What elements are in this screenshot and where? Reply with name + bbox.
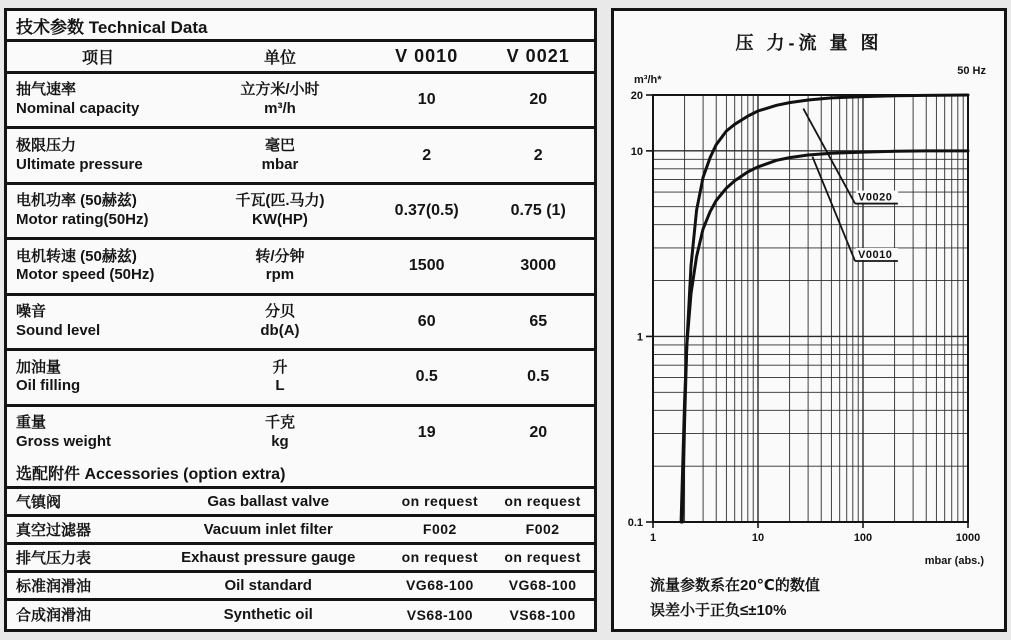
accessory-name-en: Exhaust pressure gauge [181, 548, 356, 566]
value-v0010-cell: 0.37(0.5) [394, 202, 459, 220]
parameter-name-cn: 抽气速率 [16, 81, 77, 99]
unit-cn: 转/分钟 [255, 247, 305, 265]
accessory-name-en: Vacuum inlet filter [203, 520, 333, 538]
accessories-section-title: 选配附件 Accessories (option extra) [7, 459, 594, 489]
y-axis-unit-label: m³/h* [634, 74, 662, 86]
unit-cell [189, 359, 371, 397]
unit-cn: 千克 [264, 413, 295, 431]
parameter-name-cn: 噪音 [16, 303, 47, 321]
table-row [7, 407, 594, 459]
value-v0021-cell: 20 [529, 91, 548, 109]
parameter-name-en: Sound level [16, 321, 101, 339]
parameter-name-cn: 电机转速 (50赫兹) [16, 247, 137, 265]
unit-en: db(A) [260, 321, 300, 339]
callout-v0020 [803, 109, 898, 204]
callout-v0010 [812, 157, 898, 261]
grid-lines [653, 95, 968, 522]
x-axis-unit-label: mbar (abs.) [924, 555, 984, 567]
unit-cell [189, 414, 371, 452]
unit-en: kg [271, 432, 289, 450]
value-v0010-cell: 60 [417, 312, 436, 330]
unit-en: L [275, 377, 285, 395]
value-v0010-cell: 2 [422, 146, 432, 164]
unit-cell [189, 303, 371, 341]
accessory-v0021-cell: on request [504, 549, 581, 566]
parameter-name-en: Motor speed (50Hz) [16, 266, 155, 284]
value-v0021-cell: 0.75 (1) [510, 202, 566, 220]
value-v0010-cell: 1500 [408, 257, 445, 275]
parameter-name-cell [7, 414, 189, 452]
table-row [7, 74, 594, 129]
parameter-name-en: Nominal capacity [16, 100, 140, 118]
table-row [7, 240, 594, 295]
column-header-v0010: V 0010 [395, 46, 459, 66]
value-v0021-cell: 2 [533, 146, 543, 164]
value-v0021-cell: 20 [529, 423, 548, 441]
unit-cell [189, 81, 371, 119]
curve-label-v0010: V0010 [858, 248, 893, 261]
unit-en: mbar [261, 155, 299, 173]
parameter-name-en: Motor rating(50Hz) [16, 211, 149, 229]
x-tick-label: 1 [649, 532, 657, 544]
table-row [7, 296, 594, 351]
accessory-name-en: Oil standard [224, 576, 312, 594]
y-tick-label: 0.1 [627, 517, 643, 529]
table-row [7, 129, 594, 184]
chart-notes [650, 573, 820, 623]
accessory-v0021-cell: F002 [525, 521, 560, 538]
column-header-item: 项目 [81, 50, 114, 67]
unit-cell [189, 248, 371, 286]
parameter-name-cell [7, 303, 189, 341]
y-tick-label: 1 [636, 331, 643, 344]
parameter-name-en: Oil filling [16, 377, 81, 395]
table-row [7, 351, 594, 406]
accessory-name-cn: 排气压力表 [16, 549, 92, 567]
plot-area [627, 90, 981, 544]
unit-cn: 毫巴 [264, 136, 295, 154]
parameter-name-en: Ultimate pressure [16, 155, 143, 173]
accessory-v0021-cell: on request [504, 493, 581, 510]
value-v0021-cell: 65 [529, 312, 548, 330]
unit-cn: 立方米/小时 [240, 81, 320, 99]
accessory-v0010-cell: F002 [422, 521, 457, 538]
accessory-v0010-cell: VG68-100 [405, 577, 474, 594]
parameter-name-cell [7, 137, 189, 175]
column-header-unit: 单位 [263, 50, 296, 67]
axis-ticks [628, 90, 981, 544]
curve-label-v0020: V0020 [858, 191, 893, 204]
unit-en: m³/h [264, 100, 296, 118]
frequency-label: 50 Hz [957, 65, 986, 77]
y-tick-label: 20 [630, 90, 643, 102]
parameter-name-cell [7, 248, 189, 286]
accessory-name-en: Synthetic oil [223, 606, 313, 624]
accessory-v0010-cell: VS68-100 [406, 606, 474, 623]
accessory-row [7, 517, 594, 545]
value-v0021-cell: 0.5 [527, 368, 550, 386]
accessory-v0021-cell: VS68-100 [509, 606, 576, 623]
parameter-name-cell [7, 81, 189, 119]
table-row [7, 185, 594, 240]
unit-en: KW(HP) [252, 211, 308, 229]
value-v0021-cell: 3000 [520, 257, 556, 275]
value-v0010-cell: 10 [417, 91, 436, 109]
x-tick-label: 100 [853, 532, 873, 544]
accessory-name-cn: 合成润滑油 [16, 607, 92, 625]
unit-cell [189, 192, 371, 230]
parameter-name-cn: 重量 [16, 413, 47, 431]
column-header-v0021: V 0021 [506, 46, 570, 66]
accessory-row [7, 489, 594, 517]
accessory-row [7, 601, 594, 629]
accessory-row [7, 545, 594, 573]
accessory-row [7, 573, 594, 601]
accessory-v0010-cell: on request [401, 493, 479, 510]
x-tick-label: 1000 [955, 532, 981, 544]
technical-data-table [4, 8, 597, 632]
table-header-row [7, 42, 594, 74]
parameter-name-cell [7, 192, 189, 230]
x-tick-label: 10 [751, 532, 765, 544]
chart-title: 压 力-流 量 图 [735, 33, 883, 53]
accessory-name-cn: 气镇阀 [16, 493, 62, 511]
accessory-v0021-cell: VG68-100 [508, 577, 577, 594]
value-v0010-cell: 0.5 [415, 368, 438, 386]
note-line-1: 流量参数系在20℃的数值 [650, 577, 820, 594]
accessory-name-cn: 标准润滑油 [16, 577, 92, 595]
value-v0010-cell: 19 [417, 423, 436, 441]
accessory-v0010-cell: on request [401, 549, 479, 566]
unit-cn: 千瓦(匹.马力) [235, 192, 325, 210]
parameter-name-cn: 加油量 [16, 358, 62, 376]
unit-en: rpm [265, 266, 295, 284]
unit-cn: 升 [272, 358, 288, 376]
parameter-name-cell [7, 359, 189, 397]
parameter-name-cn: 电机功率 (50赫兹) [16, 192, 137, 210]
table-title: 技术参数 Technical Data [7, 11, 594, 42]
unit-cell [189, 137, 371, 175]
unit-cn: 分贝 [264, 303, 295, 321]
accessory-name-cn: 真空过滤器 [16, 521, 92, 539]
pressure-flow-chart-panel [611, 8, 1007, 632]
y-tick-label: 10 [630, 145, 643, 158]
parameter-name-en: Gross weight [16, 432, 112, 450]
parameter-name-cn: 极限压力 [16, 136, 77, 154]
accessory-name-en: Gas ballast valve [207, 492, 330, 510]
note-line-2: 误差小于正负≤±10% [650, 602, 787, 619]
